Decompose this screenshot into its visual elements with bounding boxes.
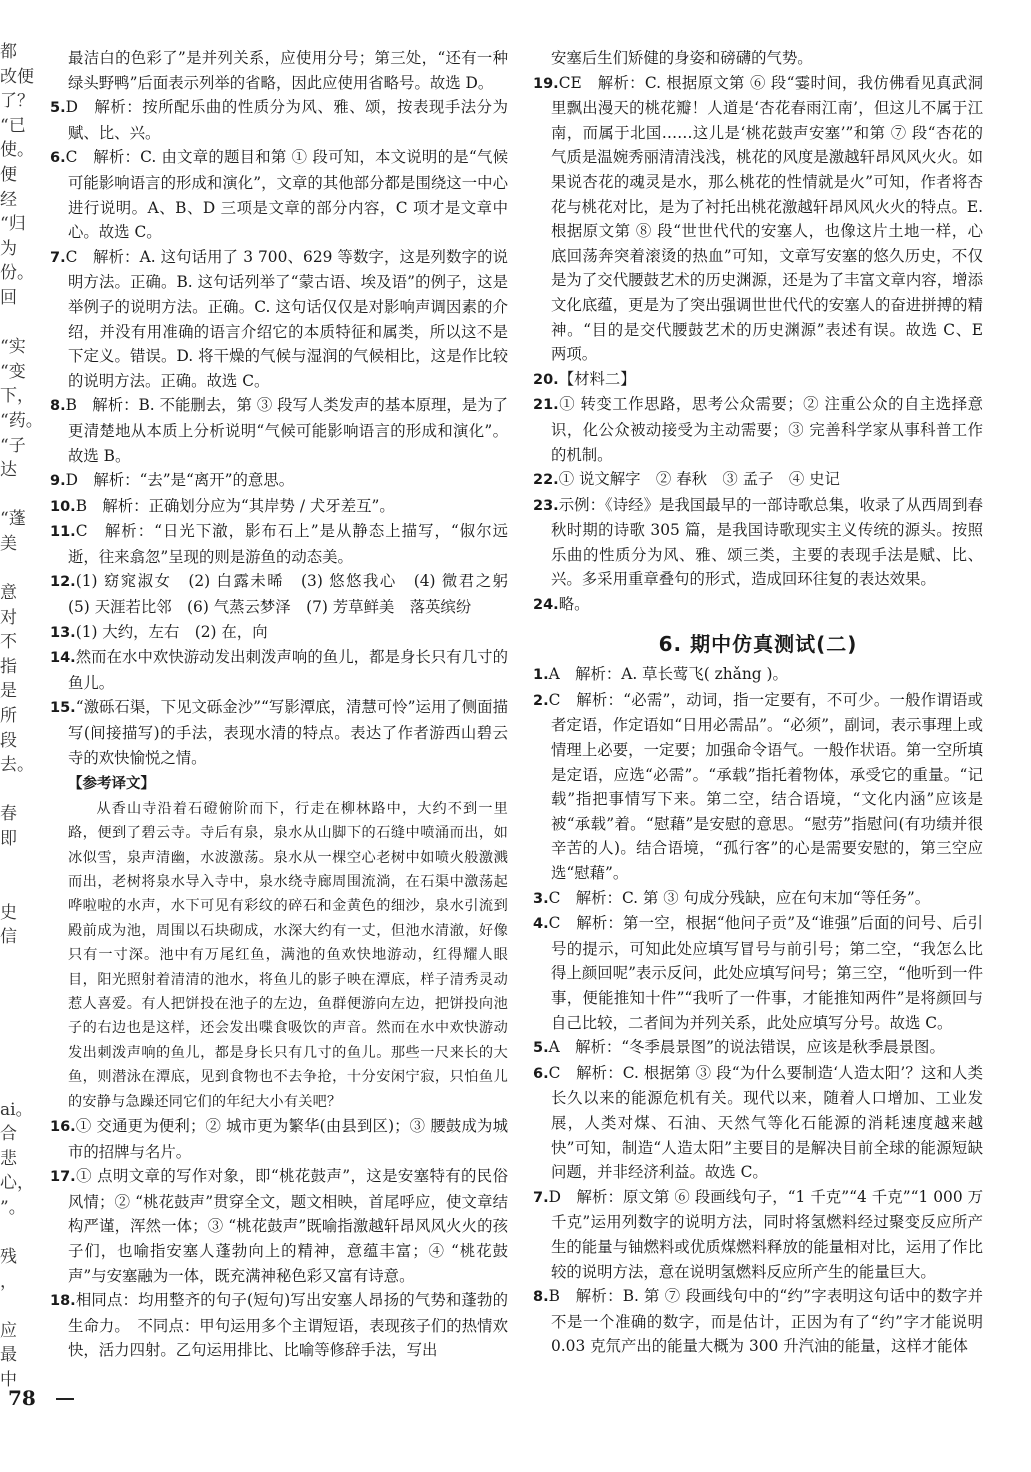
edge-fragment (0, 1048, 26, 1073)
edge-fragment (0, 1024, 26, 1049)
edge-fragment: 段 (0, 730, 17, 751)
edge-fragment: ， (0, 1271, 17, 1292)
edge-fragment: 春 (0, 804, 17, 825)
edge-fragment (0, 556, 26, 581)
answer-text: A 解析：A. 草长莺飞( zhǎng )。 (548, 665, 788, 684)
answer-number: 13. (50, 624, 76, 641)
answer-text: ① 说文解字 ② 春秋 ③ 孟子 ④ 史记 (558, 470, 840, 489)
answer-number: 19. (533, 75, 559, 92)
edge-fragment (0, 975, 26, 1000)
edge-fragment: 中 (0, 1370, 17, 1391)
right-column (533, 46, 983, 1359)
answer-number: 9. (50, 473, 66, 490)
edge-fragment: “归 (0, 214, 26, 235)
answer-item (533, 592, 983, 618)
answer-item (533, 1185, 983, 1284)
answer-item (50, 1288, 508, 1363)
edge-fragment: 去。 (0, 755, 34, 776)
answer-number: 8. (533, 1289, 549, 1306)
answer-number: 5. (50, 100, 66, 117)
answer-text: B 解析：正确划分应为“其岸势 / 犬牙差互”。 (75, 496, 395, 515)
answer-text: D 解析：原文第 ⑥ 段画线句子，“1 千克”“4 千克”“1 000 万千克”运用列数字的说明方法，同时将氢燃料经过聚变反应所产生的能量与铀燃料或优质煤燃料释放的能量相对比，运用了作比较的说明方法，意在说明氢燃料反应所产生的能量巨大。 (548, 1187, 983, 1281)
edge-fragment: 达 (0, 460, 17, 481)
answer-item (50, 1164, 508, 1288)
edge-fragment (0, 999, 26, 1024)
edge-fragment (0, 1221, 26, 1246)
answer-number: 21. (533, 397, 559, 414)
edge-fragment: 史 (0, 902, 17, 923)
edge-fragment (0, 1294, 26, 1319)
edge-fragment: 份。 (0, 263, 34, 284)
edge-fragment: 指 (0, 656, 17, 677)
answer-text: (1) 窈窕淑女 (2) 白露未晞 (3) 悠悠我心 (4) 微君之躬 (5) 天涯若比邻 (6) 气蒸云梦泽 (7) 芳草鲜美 落英缤纷 (68, 572, 524, 617)
answer-number: 10. (50, 498, 76, 515)
answer-number: 18. (50, 1293, 76, 1310)
answer-text: C 解析：“必需”，动词，指一定要有，不可少。一般作谓语或者定语，作定语如“日用必需品”。“必须”，副词，表示事理上或情理上必要，一定要；加强命令语气。一般作状语。第一空所填是定语，应选“必需”。“承载”指托着物体，承受它的重量。“记载”指把事情写下来。第二空，结合语境，“文化内涵”应该是被“承载”着。“慰藉”是安慰的意思。“慰劳”指慰问(有功绩并很辛苦的人)。结合语境，“孤行客”的心是需要安慰的，第三空应选“慰藉”。 (548, 690, 983, 882)
edge-fragment: 了？ (0, 91, 34, 112)
edge-fragment (0, 852, 26, 877)
answer-item (533, 911, 983, 1035)
answer-item (533, 662, 983, 688)
answer-text: 示例：《诗经》是我国最早的一部诗歌总集，收录了从西周到春秋时期的诗歌 305 篇，是我国诗歌现实主义传统的源头。按照乐曲的性质分为风、雅、颂三类，主要的表现手法是赋、比、兴。多采用重章叠句的形式，造成回环往复的表达效果。 (551, 495, 983, 589)
edge-fragment: ”。 (0, 1197, 26, 1218)
edge-fragment: 回 (0, 287, 17, 308)
reference-translation-title: 【参考译文】 (68, 776, 155, 793)
edge-fragment: 即 (0, 829, 17, 849)
answer-item (50, 695, 508, 770)
answer-text: C 解析：C. 由文章的题目和第 ① 段可知，本文说明的是“气候可能影响语言的形成和演化”，文章的其他部分都是围绕这一中心进行说明。A、B、D 三项是文章的部分内容，C 项才是文章中心。故选 C。 (65, 148, 508, 242)
left-column (50, 46, 524, 1363)
answer-number: 3. (533, 890, 549, 907)
edge-fragment: 下， (0, 386, 34, 407)
answer-item (533, 493, 983, 592)
edge-fragment: 所 (0, 706, 17, 727)
answer-text: CE 解析：C. 根据原文第 ⑥ 段“霎时间，我仿佛看见真武洞里飘出漫天的桃花瓣！人道是‘杏花春雨江南’，但这儿不属于江南，而属于北国……这儿是‘桃花鼓声安塞’”和第 ⑦ 段“杏花的气质是温婉秀丽清清浅浅，桃花的风度是激越轩昂风风火火。如果说杏花的魂灵是水，那么桃花的性情就是火”可知，作者将杏花与桃花对比，是为了衬托出桃花激越轩昂风风火火的特点。E. 根据原文第 ⑧ 段“世世代代的安塞人，也像这片土地一样，心底回荡奔突着滚烫的热血”可知，文章写安塞的悠久历史，不仅是为了交代腰鼓艺术的历史渊源，还是为了丰富文章内容，增添文化底蕴，更是为了突出强调世世代代的安塞人的奋进拼搏的精神。“目的是交代腰鼓艺术的历史渊源”表述有误。故选 C、E 两项。 (551, 73, 983, 364)
answer-item (50, 519, 508, 569)
continued-text: 最洁白的色彩了”是并列关系，应使用分号；第三处，“还有一种绿头野鸭”后面表示列举的省略，因此应使用省略号。故选 D。 (68, 49, 508, 92)
answer-number: 15. (50, 700, 76, 717)
answer-number: 5. (533, 1040, 549, 1057)
edge-fragment: 合 (0, 1124, 17, 1145)
answer-text: B 解析：B. 第 ⑦ 段画线句中的“约”字表明这句话中的数字并不是一个准确的数字，而是估计，正因为有了“约”字才能说明 0.03 克氘产出的能量大概为 300 升汽油的能量，这样才能体 (548, 1287, 983, 1356)
answer-number: 1. (533, 667, 549, 684)
answer-item (50, 494, 508, 520)
answer-number: 24. (533, 597, 559, 614)
edge-fragment: 应 (0, 1320, 17, 1341)
answer-item (533, 1035, 983, 1061)
edge-fragment: 信 (0, 927, 17, 948)
edge-fragment: “药。 (0, 410, 43, 431)
edge-fragment (0, 778, 26, 803)
answer-item (50, 245, 508, 394)
continued-text: 安塞后生们矫健的身姿和磅礴的气势。 (551, 49, 813, 67)
answer-item (533, 1284, 983, 1359)
edge-fragment: “子 (0, 435, 26, 456)
page-number-dash (56, 1398, 74, 1400)
answer-number: 6. (533, 1065, 549, 1082)
answer-item (50, 620, 508, 646)
edge-fragment (0, 483, 26, 508)
answer-item (50, 645, 508, 695)
answer-number: 4. (533, 916, 549, 933)
section-title: 6. 期中仿真测试(二) (658, 631, 858, 656)
edge-fragment (0, 311, 26, 336)
answer-text: C 解析：C. 根据第 ③ 段“为什么要制造‘人造太阳’？这和人类长久以来的能源危机有关。现代以来，随着人口增加、工业发展，人类对煤、石油、天然气等化石能源的消耗速度越来越快”可知，制造“人造太阳”主要目的是解决目前全球的能源短缺问题，并非经济利益。故选 C。 (548, 1063, 983, 1182)
answer-text: C 解析：A. 这句话用了 3 700、629 等数字，这是列数字的说明方法。正确。B. 这句话列举了“蒙古语、埃及语”的例子，这是举例子的说明方法。正确。C. 这句话仅仅是对影响声调因素的介绍，并没有用准确的语言介绍它的本质特征和属类，所以这不是下定义。错误。D. 将干燥的气候与湿润的气候相比，这是作比较的说明方法。正确。故选 C。 (65, 247, 508, 390)
edge-fragment: “变 (0, 361, 26, 382)
reference-translation-text: 从香山寺沿着石磴俯阶而下，行走在柳林路中，大约不到一里路，便到了碧云寺。寺后有泉，泉水从山脚下的石缝中喷涌而出，如冰似雪，泉声清幽，水波激荡。泉水从一棵空心老树中如喷火般激溅而出，老树将泉水导入寺中，泉水绕寺廊周围流淌，在石渠中激荡起哗啦啦的水声，水下可见有彩纹的碎石和金黄色的细沙，泉水引流到殿前成为池，周围以石块砌成，水深大约有一丈，但池水清澈，好像只有一寸深。池中有万尾红鱼，满池的鱼欢快地游动，红得耀人眼目，阳光照射着清清的池水，将鱼儿的影子映在潭底，样子清秀灵动惹人喜爱。有人把饼投在池子的左边，鱼群便游向左边，把饼投向池子的右边也是这样，还会发出喋食吸饮的声音。然而在水中欢快游动发出刺泼声响的鱼儿，都是身长只有几寸的鱼儿。那些一尺来长的大鱼，则潜泳在潭底，见到食物也不去争抢，十分安闲宁寂，只怕鱼儿的安静与急躁还同它们的年纪大小有关吧？ (68, 800, 508, 1110)
page-number: 78 (8, 1386, 36, 1410)
answer-text: C 解析：“日光下澈，影布石上”是从静态上描写，“俶尔远逝，往来翕忽”呈现的则是游鱼的动态美。 (68, 522, 508, 566)
answer-item (50, 569, 524, 619)
answer-text: ① 点明文章的写作对象，即“桃花鼓声”，这是安塞特有的民俗风情；② “桃花鼓声”贯穿全文，题文相映，首尾呼应，使文章结构严谨，浑然一体；③ “桃花鼓声”既喻指激越轩昂风风火火的孩子们，也喻指安塞人蓬勃向上的精神，意蕴丰富；④ “桃花鼓声”与安塞融为一体，既充满神秘色彩又富有诗意。 (68, 1167, 508, 1285)
edge-fragment (0, 876, 26, 901)
answer-item (50, 468, 508, 494)
edge-fragment: 美 (0, 533, 17, 554)
edge-fragment: 最 (0, 1345, 17, 1366)
edge-fragment (0, 1073, 26, 1098)
answer-text: ① 转变工作思路，思考公众需要；② 注重公众的自主选择意识，化公众被动接受为主动需要；③ 完善科学家从事科普工作的机制。 (551, 395, 983, 464)
edge-fragment: 是 (0, 681, 17, 702)
answer-text: D 解析：“去”是“离开”的意思。 (65, 471, 295, 490)
answer-text: C 解析：第一空，根据“他问子贡”及“谁强”后面的问号、后引号的提示，可知此处应填写冒号与前引号；第二空，“我怎么比得上颜回呢”表示反问，此处应填写问号；第三空，“他听到一件事，便能推知十件”“我听了一件事，才能推知两件”是将颜回与自己比较，二者间为并列关系，此处应填写分号。故选 C。 (548, 914, 983, 1032)
answer-item (50, 1114, 508, 1164)
answer-text: ① 交通更为便利；② 城市更为繁华(由县到区)；③ 腰鼓成为城市的招牌与名片。 (68, 1117, 508, 1161)
answer-number: 17. (50, 1169, 76, 1186)
answer-text: (1) 大约，左右 (2) 在，向 (75, 622, 268, 641)
answer-number: 12. (50, 574, 76, 591)
answer-item (533, 886, 983, 912)
answer-number: 14. (50, 650, 76, 667)
edge-fragment: “蓬 (0, 509, 26, 530)
answer-text: 【材料二】 (558, 369, 636, 388)
edge-fragment: 对 (0, 607, 17, 628)
answer-number: 8. (50, 398, 66, 415)
edge-fragment: 便 (0, 164, 17, 185)
answer-text: C 解析：C. 第 ③ 句成分残缺，应在句末加“等任务”。 (548, 888, 931, 907)
answer-item (533, 71, 983, 367)
edge-fragment: 心， (0, 1173, 34, 1194)
answer-item (50, 95, 508, 145)
answer-text: 然而在水中欢快游动发出刺泼声响的鱼儿，都是身长只有几寸的鱼儿。 (68, 648, 508, 692)
answer-item (533, 392, 983, 467)
answer-number: 16. (50, 1119, 76, 1136)
edge-fragment (0, 950, 26, 975)
edge-fragment: ai。 (0, 1099, 33, 1120)
answer-number: 6. (50, 150, 66, 167)
answer-text: 略。 (558, 595, 590, 614)
edge-fragment: 都 (0, 42, 17, 62)
answer-item (533, 688, 983, 886)
answer-text: A 解析：“冬季晨景图”的说法错误，应该是秋季晨景图。 (548, 1038, 945, 1057)
edge-fragment: 残 (0, 1247, 17, 1268)
answer-item (533, 1061, 983, 1185)
answer-text: D 解析：按所配乐曲的性质分为风、雅、颂，按表现手法分为赋、比、兴。 (65, 98, 508, 142)
edge-fragment: 意 (0, 583, 17, 604)
answer-item (50, 393, 508, 468)
edge-fragment: 为 (0, 238, 17, 259)
adjacent-page-edge-text (0, 40, 43, 1393)
answer-number: 22. (533, 472, 559, 489)
edge-fragment: “已 (0, 115, 26, 136)
edge-fragment: 改便 (0, 66, 34, 87)
answer-text: 相同点：均用整齐的句子(短句)写出安塞人昂扬的气势和蓬勃的生命力。 不同点：甲句运用多个主谓短语，表现孩子们的热情欢快，活力四射。乙句运用排比、比喻等修辞手法，写出 (68, 1291, 508, 1360)
edge-fragment: “实 (0, 337, 26, 358)
answer-item (533, 367, 983, 393)
answer-text: B 解析：B. 不能删去，第 ③ 段写人类发声的基本原理，是为了更清楚地从本质上分析说明“气候可能影响语言的形成和演化”。故选 B。 (65, 396, 508, 465)
edge-fragment: 悲 (0, 1148, 17, 1169)
edge-fragment: 经 (0, 189, 17, 210)
edge-fragment: 不 (0, 632, 17, 653)
answer-number: 7. (50, 249, 66, 266)
right-column-answers-part2 (533, 662, 983, 1359)
right-column-answers-part1 (533, 46, 983, 618)
answer-text: “激砾石渠，下见文砾金沙”“写影潭底，清慧可怜”运用了侧面描写(间接描写)的手法，表现水清的特点。表达了作者游西山碧云寺的欢快愉悦之情。 (68, 698, 508, 767)
answer-item (50, 145, 508, 244)
answer-item (533, 467, 983, 493)
edge-fragment: 使。 (0, 140, 34, 161)
answer-number: 2. (533, 692, 549, 709)
answer-number: 20. (533, 371, 559, 388)
answer-number: 11. (50, 524, 76, 541)
answer-number: 23. (533, 497, 559, 514)
answer-number: 7. (533, 1189, 549, 1206)
